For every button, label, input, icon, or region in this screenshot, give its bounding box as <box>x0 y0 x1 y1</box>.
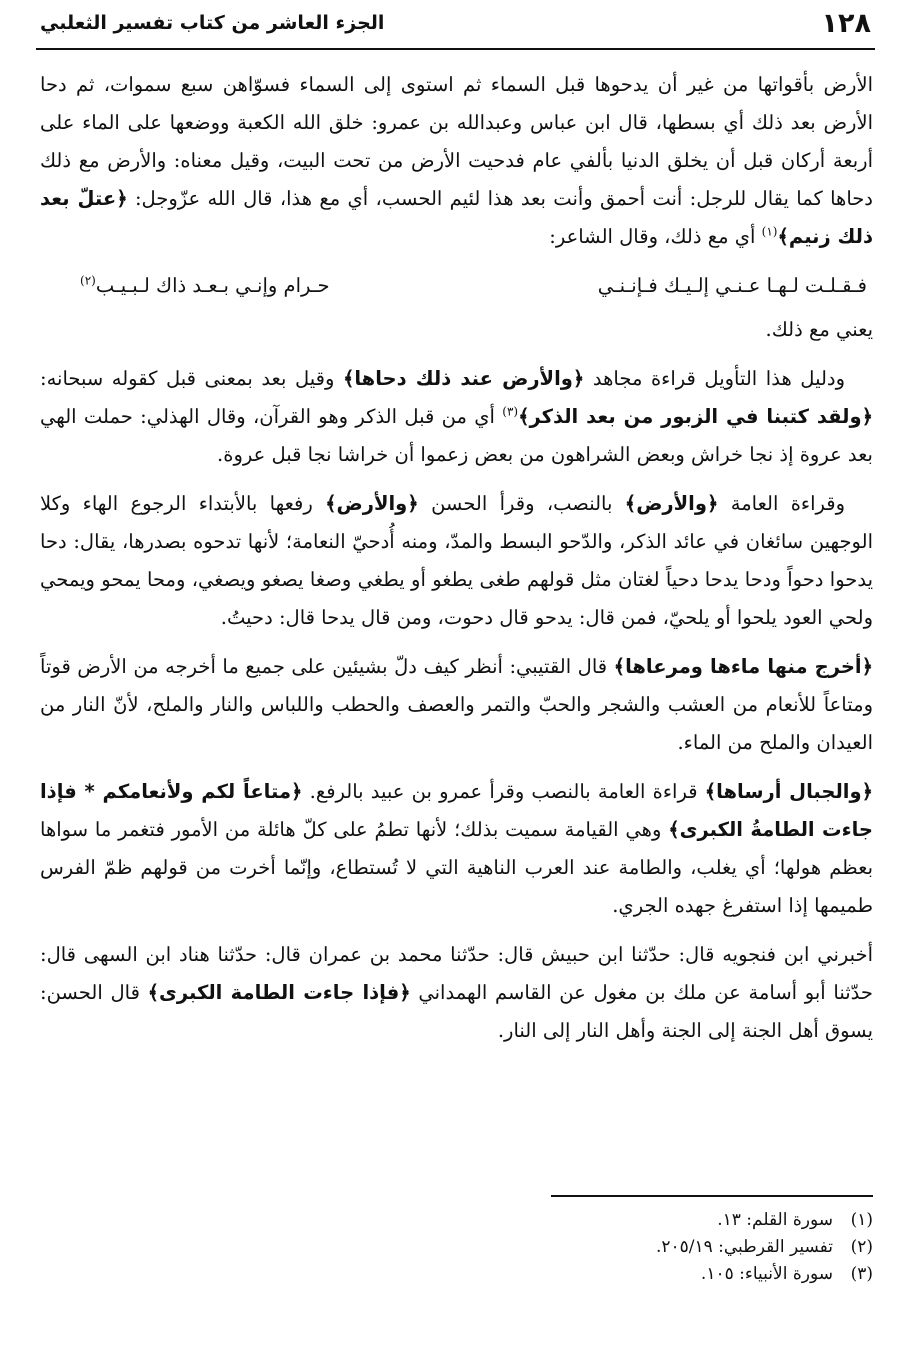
footnote-number: (٣) <box>850 1264 873 1284</box>
verse-second-hemistich <box>80 267 330 305</box>
paragraph-2 <box>40 360 873 474</box>
verse-second-hemistich-text: حـرام وإنـي بـعـد ذاك لـبـيـب <box>95 274 330 297</box>
page-header <box>36 8 875 50</box>
page-number: ١٢٨ <box>821 8 871 39</box>
paragraph-text: أي مع ذلك، وقال الشاعر: <box>549 225 756 248</box>
quran-quote: ﴿عتلّ بعد ذلك زنيم﴾ <box>40 187 873 248</box>
paragraph-1 <box>40 66 873 256</box>
footnote-item <box>28 1234 873 1261</box>
quran-quote: ﴿والأرض﴾ <box>325 492 419 515</box>
footnote-ref: (٢) <box>80 273 96 288</box>
footnotes <box>28 1195 873 1288</box>
footnote-divider <box>551 1195 873 1197</box>
paragraph-text: وقراءة العامة <box>730 492 846 515</box>
body-text <box>40 66 873 1061</box>
footnote-text: سورة الأنبياء: ١٠٥. <box>700 1264 833 1284</box>
footnote-text: سورة القلم: ١٣. <box>717 1210 833 1230</box>
paragraph-text: ودليل هذا التأويل قراءة مجاهد <box>592 367 845 390</box>
paragraph-text: قال القتيبي: أنظر كيف دلّ بشيئين على جميع ما أخرجه من الأرض قوتاً ومتاعاً للأنعام من العشب والشجر والحبّ والتمر والعصف والحطب واللباس والنار والملح، لأنّ النار من العيدان والملح من الماء. <box>40 655 873 754</box>
quran-quote: ﴿فإذا جاءت الطامة الكبرى﴾ <box>147 981 411 1004</box>
quran-quote: ﴿والجبال أرساها﴾ <box>704 780 873 803</box>
footnote-item <box>28 1261 873 1288</box>
paragraph-text: الأرض بأقواتها من غير أن يدحوها قبل السماء ثم استوى إلى السماء فسوّاهن سبع سموات، ثم دحا الأرض بعد ذلك أي بسطها، قال ابن عباس وعبدالله بن عمرو: خلق الله الكعبة ووضعها على الماء على أربعة أركان قبل أن يخلق الدنيا بألفي عام فدحيت الأرض من تحت البيت، وقيل معناه: والأرض مع ذلك دحاها كما يقال للرجل: أنت أحمق وأنت بعد هذا لئيم الحسب، أي مع هذا، قال الله عزّوجل: <box>40 73 873 210</box>
paragraph-5 <box>40 773 873 925</box>
paragraph-text: أخبرني ابن فنجويه قال: حدّثنا ابن حبيش قال: حدّثنا محمد بن عمران قال: حدّثنا هناد ابن السهى قال: حدّثنا أبو أسامة عن ملك بن مغول عن القاسم الهمداني <box>40 943 873 1004</box>
footnote-ref: (٣) <box>502 404 519 419</box>
paragraph-text: بالنصب، وقرأ الحسن <box>431 492 613 515</box>
footnote-text: تفسير القرطبي: ٢٠٥/١٩. <box>655 1237 833 1257</box>
quran-quote: ﴿ولقد كتبنا في الزبور من بعد الذكر﴾ <box>518 405 873 428</box>
paragraph-text: وهي القيامة سميت بذلك؛ لأنها تطمُ على كلّ هائلة من الأمور فتغمر ما سواها بعظم هولها؛ أي يغلب، والطامة عند العرب الناهية التي لا تُستطاع، وإنّما أخرت من قولهم ظمّ الفرس طميمها إذا استفرغ جهده الجري. <box>40 818 873 917</box>
quran-quote: ﴿والأرض عند ذلك دحاها﴾ <box>342 367 585 390</box>
footnote-item <box>28 1207 873 1234</box>
paragraph-text: قراءة العامة بالنصب وقرأ عمرو بن عبيد بالرفع. <box>309 780 698 803</box>
paragraph-text: قال الحسن: يسوق أهل الجنة إلى الجنة وأهل النار إلى النار. <box>40 981 873 1042</box>
paragraph-text: وقيل بعد بمعنى قبل كقوله سبحانه: <box>40 367 335 390</box>
quran-quote: ﴿متاعاً لكم ولأنعامكم * فإذا جاءت الطامةُ الكبرى﴾ <box>40 780 873 841</box>
poetry-verse <box>40 267 873 305</box>
quran-quote: ﴿والأرض﴾ <box>624 492 719 515</box>
running-title: الجزء العاشر من كتاب تفسير الثعلبي <box>40 12 385 34</box>
paragraph-3 <box>40 485 873 637</box>
footnote-ref: (١) <box>761 224 778 239</box>
footnote-number: (١) <box>850 1210 873 1230</box>
paragraph-text: رفعها بالأبتداء الرجوع الهاء وكلا الوجهين سائغان في عائد الذكر، والدّحو البسط والمدّ، ومنه أُدحيّ النعامة؛ لأنها تدحوه بصدرها، يقال: دحا يدحوا دحواً ودحا يدحا دحياً لغتان مثل قولهم طغى يطغو أو يطغي وصغا يصغو ويصغي، ومحا يمحو ويمحي ولحي العود يلحوا أو يلحيّ، فمن قال: يدحو قال دحوت، ومن قال يدحا قال: دحيتُ. <box>40 492 873 629</box>
verse-first-hemistich: فـقـلـت لـهـا عـنـي إلـيـك فـإنـنـي <box>597 274 867 297</box>
footnote-number: (٢) <box>850 1237 873 1257</box>
paragraph-text: أي من قبل الذكر وهو القرآن، وقال الهذلي: حملت الهي بعد عروة إذ نجا خراش وبعض الشراهون من بعض زعموا أن خراشا نجا قبل عروة. <box>40 405 873 466</box>
paragraph-4 <box>40 648 873 762</box>
paragraph-6 <box>40 936 873 1050</box>
paragraph-1-end: يعني مع ذلك. <box>765 318 873 341</box>
quran-quote: ﴿أخرج منها ماءها ومرعاها﴾ <box>613 655 873 678</box>
